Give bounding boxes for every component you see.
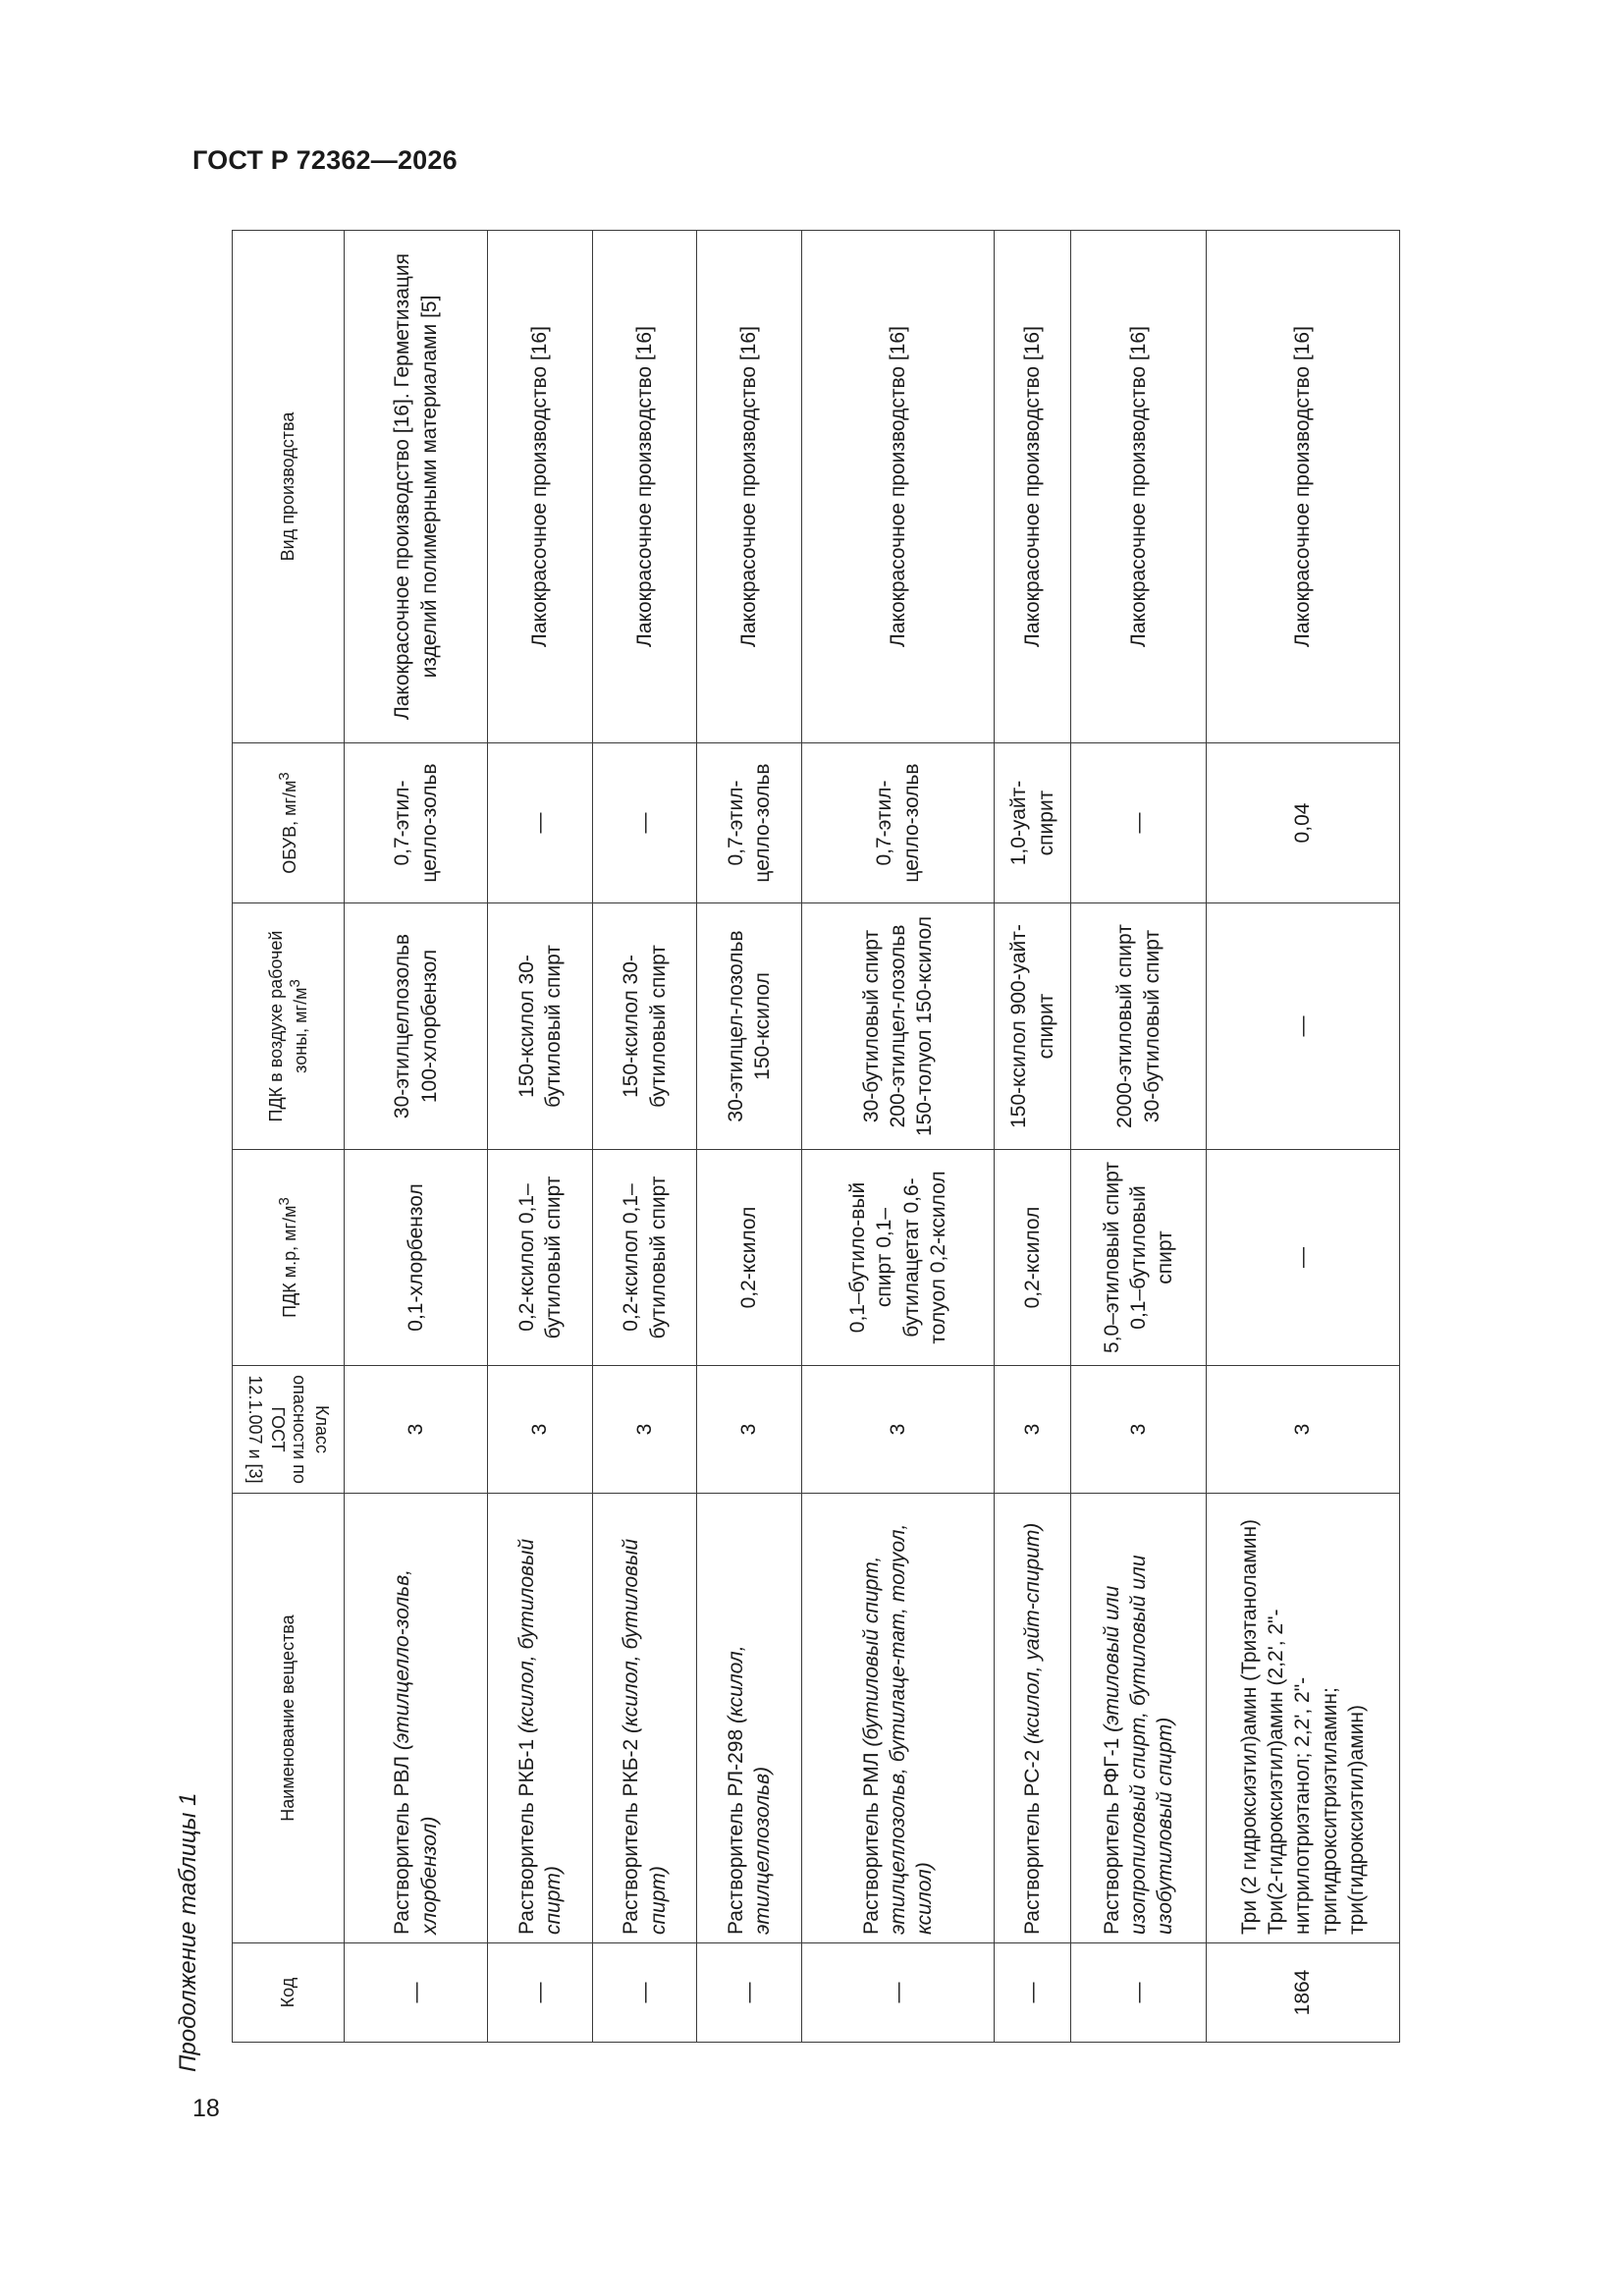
cell-production: Лакокрасочное производство [16]. Герметизация изделий полимерными материалами [5] — [345, 231, 488, 743]
table-row — [1071, 231, 1207, 2043]
cell-code: 1864 — [1207, 1943, 1400, 2043]
document-title: ГОСТ Р 72362—2026 — [192, 145, 458, 175]
table-row — [802, 231, 995, 2043]
cell-pdk-mr: 0,2-ксилол — [697, 1150, 802, 1366]
name-plain: Растворитель РЛ-298 — [724, 1723, 747, 1935]
cell-hazard-class: 3 — [593, 1366, 697, 1494]
rotated-table-container — [232, 231, 1449, 2043]
cell-pdk-mr: 0,2-ксилол 0,1–бутиловый спирт — [488, 1150, 593, 1366]
cell-obuv: — — [488, 743, 593, 903]
cell-hazard-class: 3 — [697, 1366, 802, 1494]
name-plain: Три (2 гидроксиэтил)амин (Триэтаноламин) Три(2-гидроксиэтил)амин (2,2', 2"-нитрилотриэтанол; 2,2', 2"-тригидрокситриэтиламин; три(гидроксиэтил)амин) — [1237, 1518, 1368, 1935]
cell-name — [488, 1494, 593, 1943]
cell-pdk-mr: 0,2-ксилол — [995, 1150, 1071, 1366]
table-row — [345, 231, 488, 2043]
cell-pdk-mr: 5,0–этиловый спирт 0,1–бутиловый спирт — [1071, 1150, 1207, 1366]
table-header-row — [233, 231, 345, 2043]
cell-code: — — [593, 1943, 697, 2043]
col-header-obuv — [233, 743, 345, 903]
unit-superscript: 3 — [275, 1197, 293, 1206]
cell-production: Лакокрасочное производство [16] — [697, 231, 802, 743]
cell-name — [697, 1494, 802, 1943]
pdk-mr-header-text: ПДК м.р, мг/м — [279, 1205, 299, 1318]
col-header-code: Код — [233, 1943, 345, 2043]
cell-name — [995, 1494, 1071, 1943]
substances-table — [232, 230, 1400, 2043]
name-plain: Растворитель РВЛ — [391, 1750, 414, 1935]
table-row — [1207, 231, 1400, 2043]
cell-pdk-wz: 30-бутиловый спирт 200-этилцел-лозольв 150-толуол 150-ксилол — [802, 903, 995, 1150]
pdk-wz-header-text: ПДК в воздухе рабочей зоны, мг/м — [265, 930, 310, 1122]
name-plain: Растворитель РМЛ — [859, 1746, 883, 1935]
cell-name — [802, 1494, 995, 1943]
name-italic: (этиловый или изопропиловый спирт, бутиловый или изобутиловый спирт) — [1100, 1555, 1177, 1935]
cell-name — [1071, 1494, 1207, 1943]
cell-pdk-wz: 30-этилцел-лозольв 150-ксилол — [697, 903, 802, 1150]
cell-pdk-wz: — — [1207, 903, 1400, 1150]
cell-hazard-class: 3 — [802, 1366, 995, 1494]
cell-hazard-class: 3 — [1207, 1366, 1400, 1494]
col-header-production: Вид производства — [233, 231, 345, 743]
cell-hazard-class: 3 — [995, 1366, 1071, 1494]
cell-production: Лакокрасочное производство [16] — [488, 231, 593, 743]
cell-production: Лакокрасочное производство [16] — [1207, 231, 1400, 743]
cell-obuv: 0,04 — [1207, 743, 1400, 903]
unit-superscript: 3 — [287, 979, 303, 988]
cell-code: — — [697, 1943, 802, 2043]
obuv-header-text: ОБУВ, мг/м — [279, 780, 299, 874]
table-row — [593, 231, 697, 2043]
cell-obuv: 0,7-этил-целло-зольв — [802, 743, 995, 903]
cell-obuv: 1,0-уайт-спирит — [995, 743, 1071, 903]
name-plain: Растворитель РФГ-1 — [1100, 1731, 1123, 1935]
name-italic: (ксилол, бутиловый спирт) — [620, 1538, 670, 1935]
col-header-pdk-mr — [233, 1150, 345, 1366]
cell-pdk-mr: — — [1207, 1150, 1400, 1366]
hazard-class-header-text: Класс опасности по ГОСТ 12.1.007 и [3] — [245, 1375, 332, 1484]
cell-code: — — [995, 1943, 1071, 2043]
cell-pdk-wz: 150-ксилол 30-бутиловый спирт — [593, 903, 697, 1150]
name-italic: (этилцелло-зольв, хлорбензол) — [391, 1568, 441, 1935]
cell-code: — — [345, 1943, 488, 2043]
cell-name — [593, 1494, 697, 1943]
cell-pdk-wz: 30-этилцеллозольв 100-хлорбензол — [345, 903, 488, 1150]
cell-pdk-mr: 0,1–бутило-вый спирт 0,1–бутилацетат 0,6-толуол 0,2-ксилол — [802, 1150, 995, 1366]
name-italic: (ксилол, этилцеллозольв) — [724, 1645, 774, 1935]
cell-code: — — [488, 1943, 593, 2043]
cell-production: Лакокрасочное производство [16] — [802, 231, 995, 743]
cell-pdk-wz: 2000-этиловый спирт 30-бутиловый спирт — [1071, 903, 1207, 1150]
table-row — [995, 231, 1071, 2043]
cell-hazard-class: 3 — [345, 1366, 488, 1494]
unit-superscript: 3 — [275, 772, 293, 781]
cell-production: Лакокрасочное производство [16] — [1071, 231, 1207, 743]
name-plain: Растворитель РКБ-1 — [514, 1732, 538, 1935]
cell-pdk-mr: 0,1-хлорбензол — [345, 1150, 488, 1366]
cell-production: Лакокрасочное производство [16] — [995, 231, 1071, 743]
name-italic: (ксилол, уайт-спирит) — [1020, 1522, 1044, 1745]
cell-production: Лакокрасочное производство [16] — [593, 231, 697, 743]
cell-pdk-wz: 150-ксилол 30-бутиловый спирт — [488, 903, 593, 1150]
cell-hazard-class: 3 — [1071, 1366, 1207, 1494]
cell-name — [345, 1494, 488, 1943]
cell-obuv: — — [593, 743, 697, 903]
cell-pdk-wz: 150-ксилол 900-уайт-спирит — [995, 903, 1071, 1150]
col-header-hazard-class — [233, 1366, 345, 1494]
cell-hazard-class: 3 — [488, 1366, 593, 1494]
name-italic: (бутиловый спирт, этилцеллозольв, бутилаце-тат, толуол, ксилол) — [859, 1523, 937, 1935]
name-italic: (ксилол, бутиловый спирт) — [514, 1538, 565, 1935]
cell-pdk-mr: 0,2-ксилол 0,1–бутиловый спирт — [593, 1150, 697, 1366]
table-row — [488, 231, 593, 2043]
col-header-pdk-wz — [233, 903, 345, 1150]
table-row — [697, 231, 802, 2043]
name-plain: Растворитель РС-2 — [1020, 1744, 1044, 1935]
name-plain: Растворитель РКБ-2 — [620, 1732, 643, 1935]
cell-name — [1207, 1494, 1400, 1943]
cell-obuv: — — [1071, 743, 1207, 903]
cell-obuv: 0,7-этил-целло-зольв — [697, 743, 802, 903]
cell-code: — — [802, 1943, 995, 2043]
col-header-name: Наименование вещества — [233, 1494, 345, 1943]
table-caption: Продолжение таблицы 1 — [175, 1792, 201, 2072]
page-number: 18 — [192, 2095, 220, 2122]
cell-code: — — [1071, 1943, 1207, 2043]
cell-obuv: 0,7-этил-целло-зольв — [345, 743, 488, 903]
